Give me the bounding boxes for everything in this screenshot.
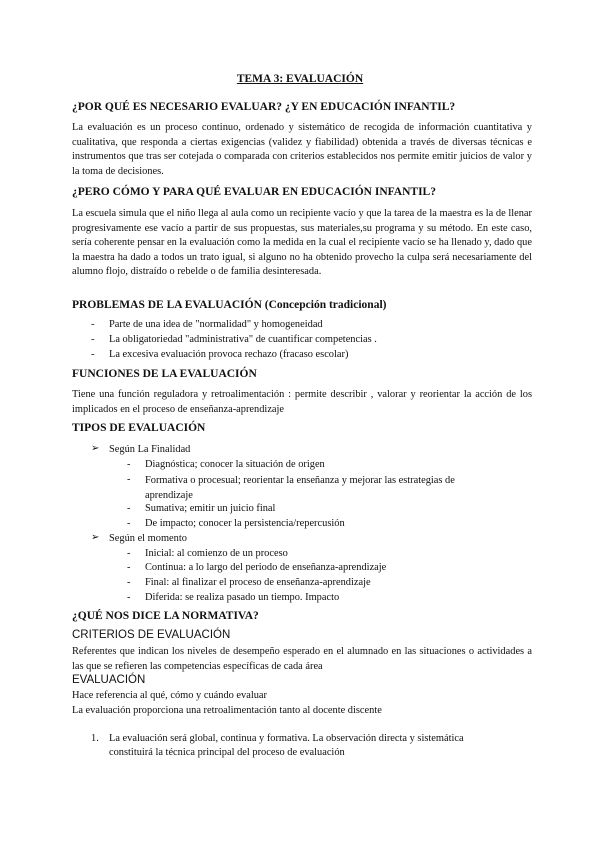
heading-evaluation: EVALUACIÓN	[72, 674, 146, 686]
list-bullet: -	[127, 592, 131, 603]
list-bullet: -	[91, 349, 95, 360]
list-item: Diferida: se realiza pasado un tiempo. Impacto	[145, 592, 340, 603]
list-item: Formativa o procesual; reorientar la enseñanza y mejorar las estrategias de aprendizaje	[145, 475, 455, 501]
list-item: La obligatoriedad "administrativa" de cuantificar competencias .	[109, 334, 377, 345]
list-bullet: -	[127, 577, 131, 588]
paragraph-functions: Tiene una función reguladora y retroalimentación : permite describir , valorar y reorientar la acción de los implicados en el proceso de enseñanza-aprendizaje	[72, 389, 532, 415]
list-bullet: -	[127, 459, 131, 470]
list-bullet: -	[91, 334, 95, 345]
paragraph-how-evaluate: La escuela simula que el niño llega al aula como un recipiente vacío y que la tarea de la maestra es la de llenar progresivamente ese vacío a partir de sus propuestas, sus materiales,su programa y su método. En este caso, sería coherente pensar en la evaluación como la medida en la cual el recipiente vacío se ha llenado y, dado que la maestra ha dado a todos un trato igual, si alguno no ha obtenido provecho la culpa será necesariamente del alumno flojo, distraído o rebelde o de familia desinteresada.	[72, 208, 532, 277]
numbered-list-item: La evaluación será global, continua y formativa. La observación directa y sistemática	[109, 733, 464, 744]
paragraph-criteria: Referentes que indican los niveles de desempeño esperado en el alumnado en las situaciones o actividades a las que se refieren las competencias específicas de cada área	[72, 646, 532, 672]
heading-functions: FUNCIONES DE LA EVALUACIÓN	[72, 368, 257, 380]
heading-normativa: ¿QUÉ NOS DICE LA NORMATIVA?	[72, 610, 259, 622]
list-bullet: -	[127, 474, 131, 485]
evaluation-line: La evaluación proporciona una retroalimentación tanto al docente discente	[72, 705, 382, 716]
types-group-label: Según La Finalidad	[109, 444, 191, 455]
numbered-list-marker: 1.	[91, 733, 99, 744]
list-item: Final: al finalizar el proceso de enseñanza-aprendizaje	[145, 577, 371, 588]
heading-types: TIPOS DE EVALUACIÓN	[72, 422, 206, 434]
numbered-list-item-continued: constituirá la técnica principal del proceso de evaluación	[109, 747, 345, 758]
arrow-bullet-icon: ➢	[91, 532, 100, 543]
list-item: De impacto; conocer la persistencia/repercusión	[145, 518, 345, 529]
list-bullet: -	[127, 562, 131, 573]
list-item: Inicial: al comienzo de un proceso	[145, 548, 288, 559]
list-item: Parte de una idea de "normalidad" y homogeneidad	[109, 319, 323, 330]
list-bullet: -	[127, 518, 131, 529]
evaluation-line: Hace referencia al qué, cómo y cuándo evaluar	[72, 690, 268, 701]
list-bullet: -	[127, 503, 131, 514]
types-group-label: Según el momento	[109, 533, 187, 544]
heading-problems: PROBLEMAS DE LA EVALUACIÓN (Concepción tradicional)	[72, 299, 387, 311]
list-item: Continua: a lo largo del periodo de enseñanza-aprendizaje	[145, 562, 387, 573]
arrow-bullet-icon: ➢	[91, 443, 100, 454]
list-item: La excesiva evaluación provoca rechazo (fracaso escolar)	[109, 349, 349, 360]
list-bullet: -	[127, 548, 131, 559]
paragraph-why-evaluate: La evaluación es un proceso continuo, ordenado y sistemático de recogida de información cuantitativa y cualitativa, que responda a ciertas exigencias (validez y fiabilidad) obtenida a través de diversas técnicas e instrumentos que tras ser cotejada o comparada con criterios establecidos nos permite emitir juicios de valor y la toma de decisiones.	[72, 122, 532, 177]
list-item: Sumativa; emitir un juicio final	[145, 503, 276, 514]
heading-criteria: CRITERIOS DE EVALUACIÓN	[72, 629, 231, 641]
list-bullet: -	[91, 319, 95, 330]
list-item: Diagnóstica; conocer la situación de origen	[145, 459, 325, 470]
heading-how-evaluate: ¿PERO CÓMO Y PARA QUÉ EVALUAR EN EDUCACIÓN INFANTIL?	[72, 186, 436, 198]
page-title: TEMA 3: EVALUACIÓN	[236, 73, 364, 85]
heading-why-evaluate: ¿POR QUÉ ES NECESARIO EVALUAR? ¿Y EN EDUCACIÓN INFANTIL?	[72, 101, 456, 113]
